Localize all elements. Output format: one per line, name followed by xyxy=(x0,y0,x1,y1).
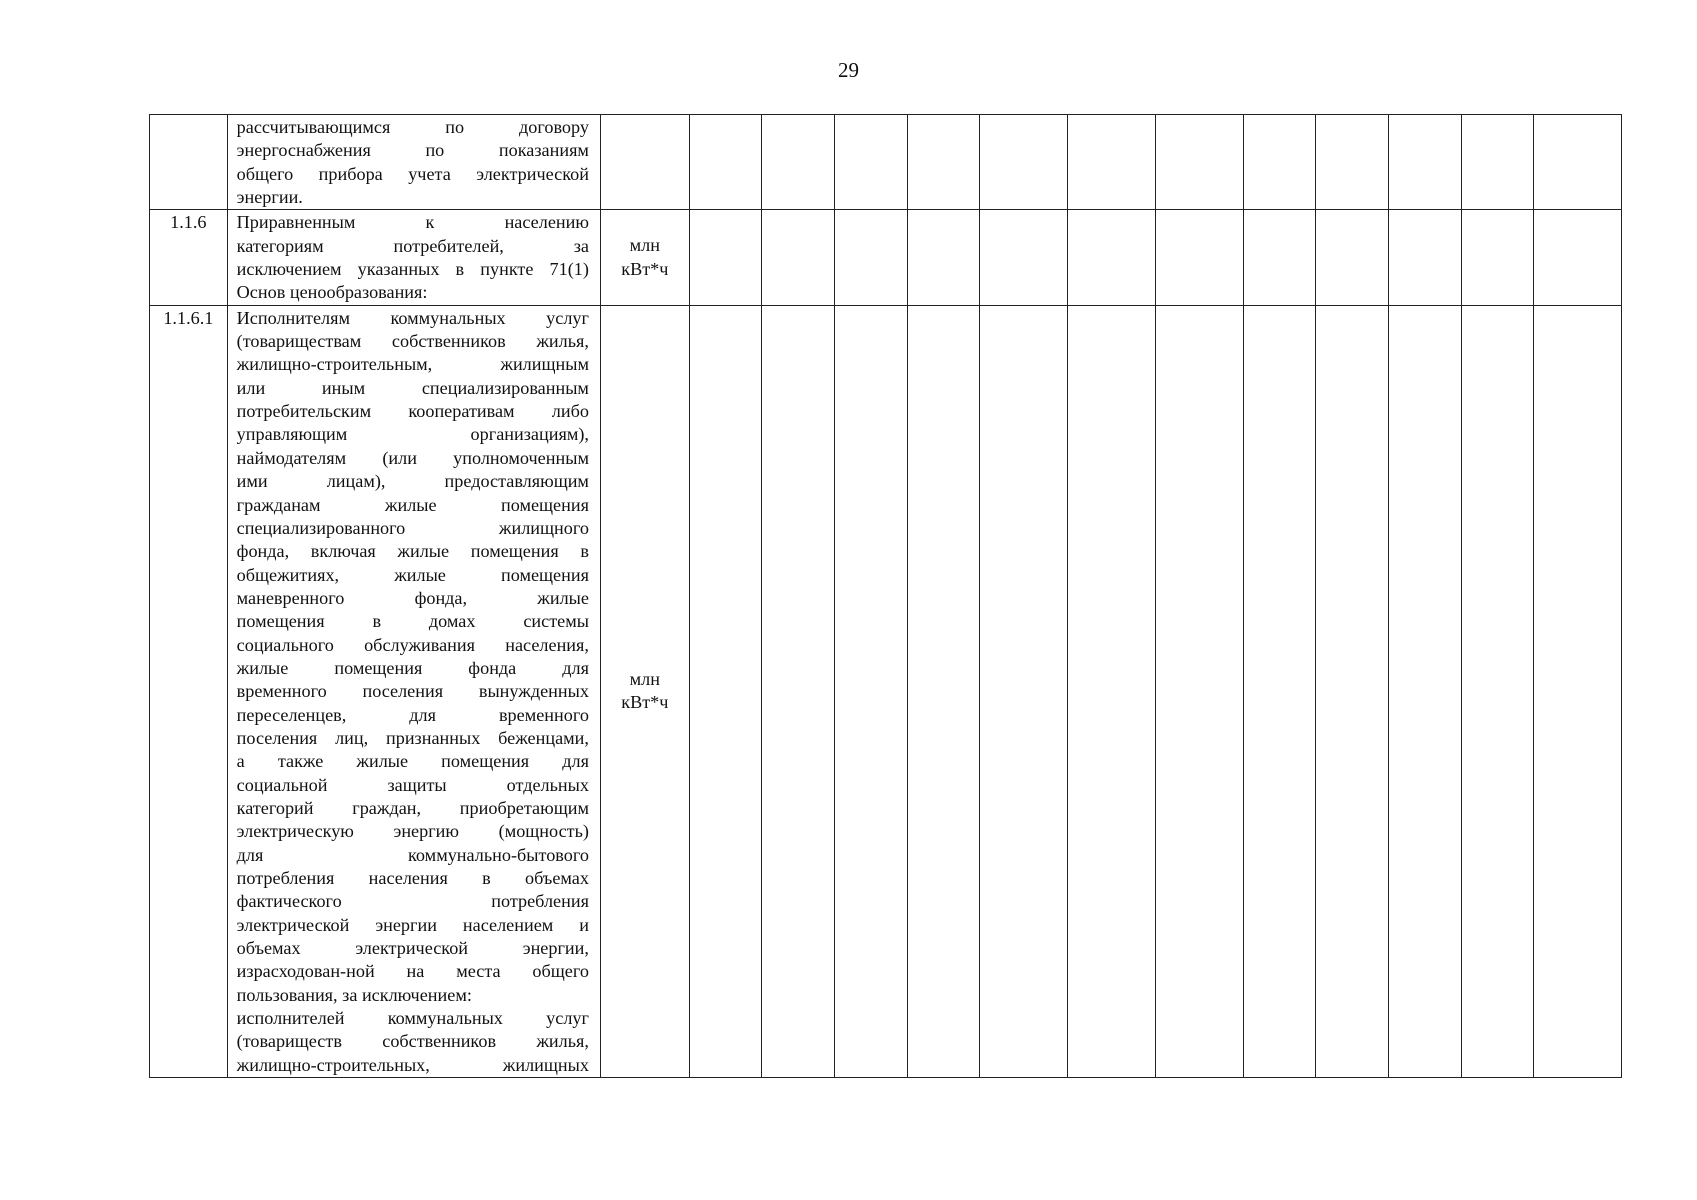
description-line: Исполнителям коммунальных услуг xyxy=(236,307,589,328)
table-row xyxy=(150,305,1622,1077)
description-line: для коммунально-бытового xyxy=(236,844,589,865)
value-cell xyxy=(907,210,980,305)
description-line: фонда, включая жилые помещения в xyxy=(236,541,589,562)
row-number: 1.1.6 xyxy=(150,210,228,305)
description-line: жилищно-строительным, жилищным xyxy=(236,354,589,375)
value-cell xyxy=(1388,115,1461,210)
description-line: помещения в домах системы xyxy=(236,611,589,632)
value-cell xyxy=(1461,305,1534,1077)
description-line: а также жилые помещения для xyxy=(236,751,589,772)
description-line: (товариществ собственников жилья, xyxy=(236,1031,589,1052)
description-line: объемах электрической энергии, xyxy=(236,938,589,959)
description-line: управляющим организациям), xyxy=(236,424,589,445)
value-cell xyxy=(762,115,835,210)
value-cell xyxy=(1534,115,1622,210)
description-line: потребительским кооперативам либо xyxy=(236,401,589,422)
row-description xyxy=(227,210,600,305)
description-line: энергии. xyxy=(236,187,303,208)
description-line: израсходован-ной на места общего xyxy=(236,961,589,982)
description-line: исключением указанных в пункте 71(1) xyxy=(236,259,589,280)
value-cell xyxy=(1243,115,1316,210)
description-line: общежитиях, жилые помещения xyxy=(236,564,589,585)
description-line: категорий граждан, приобретающим xyxy=(236,797,589,818)
description-line: энергоснабжения по показаниям xyxy=(236,140,589,161)
value-cell xyxy=(1461,210,1534,305)
row-unit xyxy=(600,115,689,210)
value-cell xyxy=(689,305,762,1077)
row-number xyxy=(150,115,228,210)
value-cell xyxy=(835,305,908,1077)
row-description xyxy=(227,115,600,210)
value-cell xyxy=(1068,210,1156,305)
row-number: 1.1.6.1 xyxy=(150,305,228,1077)
value-cell xyxy=(1388,210,1461,305)
description-line: исполнителей коммунальных услуг xyxy=(236,1008,589,1029)
description-line: электрическую энергию (мощность) xyxy=(236,821,589,842)
value-cell xyxy=(762,210,835,305)
unit-line: млн xyxy=(629,669,660,690)
value-cell xyxy=(907,115,980,210)
description-line: маневренного фонда, жилые xyxy=(236,587,589,608)
value-cell xyxy=(689,115,762,210)
value-cell xyxy=(1534,210,1622,305)
description-line: гражданам жилые помещения xyxy=(236,494,589,515)
value-cell xyxy=(1068,305,1156,1077)
description-line: или иным специализированным xyxy=(236,377,589,398)
table-row xyxy=(150,115,1622,210)
description-line: ими лицам), предоставляющим xyxy=(236,471,589,492)
description-line: специализированного жилищного xyxy=(236,517,589,538)
table-row xyxy=(150,210,1622,305)
value-cell xyxy=(1243,210,1316,305)
description-line: социальной защиты отдельных xyxy=(236,774,589,795)
value-cell xyxy=(1534,305,1622,1077)
unit-line: кВт*ч xyxy=(621,258,669,279)
description-line: фактического потребления xyxy=(236,891,589,912)
description-line: рассчитывающимся по договору xyxy=(236,117,589,137)
value-cell xyxy=(1155,115,1243,210)
value-cell xyxy=(1316,115,1389,210)
description-line: Основ ценообразования: xyxy=(236,282,428,303)
value-cell xyxy=(980,210,1068,305)
value-cell xyxy=(1068,115,1156,210)
description-line: общего прибора учета электрической xyxy=(236,163,589,184)
value-cell xyxy=(835,115,908,210)
description-line: временного поселения вынужденных xyxy=(236,681,589,702)
value-cell xyxy=(980,305,1068,1077)
unit-line: кВт*ч xyxy=(621,692,669,713)
value-cell xyxy=(1316,210,1389,305)
page-number: 29 xyxy=(838,58,859,82)
description-line: жилищно-строительных, жилищных xyxy=(236,1054,589,1075)
value-cell xyxy=(1388,305,1461,1077)
description-line: (товариществам собственников жилья, xyxy=(236,331,589,352)
value-cell xyxy=(980,115,1068,210)
description-line: категориям потребителей, за xyxy=(236,235,589,256)
description-line: социального обслуживания населения, xyxy=(236,634,589,655)
description-line: наймодателям (или уполномоченным xyxy=(236,447,589,468)
value-cell xyxy=(762,305,835,1077)
row-unit xyxy=(600,305,689,1077)
row-unit xyxy=(600,210,689,305)
description-line: Приравненным к населению xyxy=(236,212,589,233)
value-cell xyxy=(1155,305,1243,1077)
value-cell xyxy=(907,305,980,1077)
description-line: потребления населения в объемах xyxy=(236,868,589,888)
description-line: пользования, за исключением: xyxy=(236,984,472,1005)
description-line: переселенцев, для временного xyxy=(236,704,589,725)
row-description xyxy=(227,305,600,1077)
unit-line: млн xyxy=(629,235,660,256)
value-cell xyxy=(1155,210,1243,305)
value-cell xyxy=(689,210,762,305)
description-line: поселения лиц, признанных беженцами, xyxy=(236,727,589,748)
description-line: электрической энергии населением и xyxy=(236,914,589,935)
value-cell xyxy=(1461,115,1534,210)
value-cell xyxy=(835,210,908,305)
value-cell xyxy=(1316,305,1389,1077)
value-cell xyxy=(1243,305,1316,1077)
description-line: жилые помещения фонда для xyxy=(236,657,589,678)
data-table xyxy=(149,114,1622,1078)
